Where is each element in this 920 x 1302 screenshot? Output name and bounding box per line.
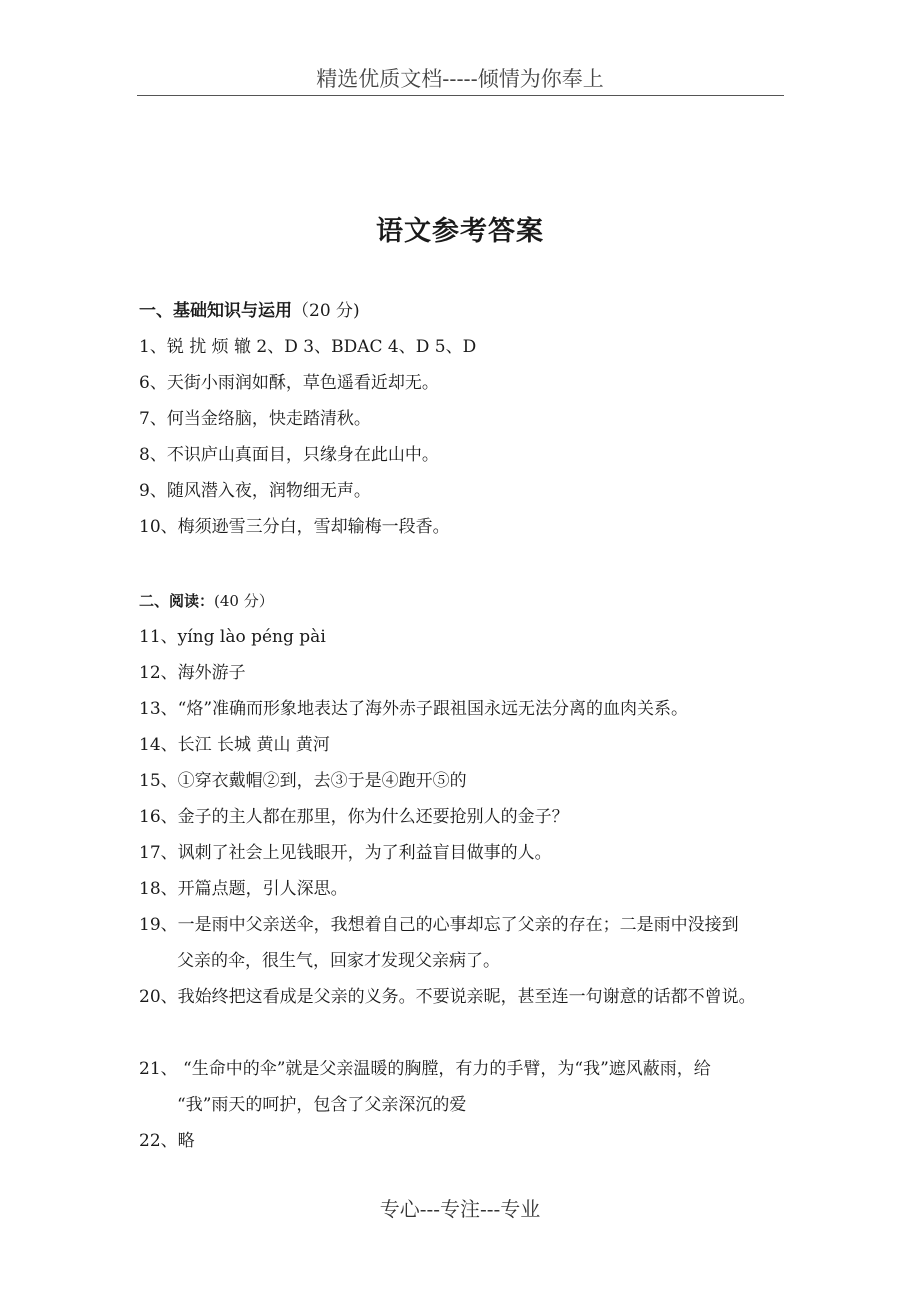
answer-line-8: 8、不识庐山真面目，只缘身在此山中。 bbox=[139, 445, 439, 465]
answer-line-9: 9、随风潜入夜，润物细无声。 bbox=[139, 481, 371, 501]
answer-line-1: 1、锐 扰 烦 辙 2、D 3、BDAC 4、D 5、D bbox=[139, 337, 477, 357]
answer-line-19-cont: 父亲的伞，很生气，回家才发现父亲病了。 bbox=[177, 951, 500, 971]
page-header: 精选优质文档-----倾情为你奉上 bbox=[316, 67, 604, 91]
answer-line-22: 22、略 bbox=[139, 1131, 195, 1151]
answer-line-21-cont: “我”雨天的呵护，包含了父亲深沉的爱 bbox=[177, 1095, 467, 1115]
answer-line-19: 19、一是雨中父亲送伞，我想着自己的心事却忘了父亲的存在；二是雨中没接到 bbox=[139, 915, 739, 935]
answer-line-11: 11、yíng lào péng pài bbox=[139, 627, 326, 647]
answer-line-18: 18、开篇点题，引人深思。 bbox=[139, 879, 348, 899]
section2-points: (40 分） bbox=[214, 592, 274, 610]
answer-line-12: 12、海外游子 bbox=[139, 663, 246, 683]
section1-points: （20 分) bbox=[292, 301, 360, 321]
section1-heading-text: 一、基础知识与运用 bbox=[139, 301, 292, 321]
answer-line-6: 6、天街小雨润如酥，草色遥看近却无。 bbox=[139, 373, 439, 393]
answer-line-10: 10、梅须逊雪三分白，雪却输梅一段香。 bbox=[139, 517, 450, 537]
answer-line-7: 7、何当金络脑，快走踏清秋。 bbox=[139, 409, 371, 429]
section1-heading bbox=[139, 298, 360, 324]
answer-line-17: 17、讽刺了社会上见钱眼开，为了利益盲目做事的人。 bbox=[139, 843, 552, 863]
answer-line-15: 15、①穿衣戴帽②到，去③于是④跑开⑤的 bbox=[139, 771, 467, 791]
page-footer: 专心---专注---专业 bbox=[379, 1197, 541, 1221]
answer-line-20: 20、我始终把这看成是父亲的义务。不要说亲昵，甚至连一句谢意的话都不曾说。 bbox=[139, 987, 756, 1007]
answer-line-21: 21、 “生命中的伞”就是父亲温暖的胸膛，有力的手臂，为“我”遮风蔽雨，给 bbox=[139, 1059, 711, 1079]
answer-line-13: 13、“烙”准确而形象地表达了海外赤子跟祖国永远无法分离的血肉关系。 bbox=[139, 699, 689, 719]
section2-heading bbox=[139, 588, 274, 614]
answer-line-14: 14、长江 长城 黄山 黄河 bbox=[139, 735, 330, 755]
document-title: 语文参考答案 bbox=[376, 216, 544, 247]
header-divider bbox=[137, 95, 784, 96]
section2-heading-text: 二、阅读： bbox=[139, 592, 215, 610]
answer-line-16: 16、金子的主人都在那里，你为什么还要抢别人的金子？ bbox=[139, 807, 569, 827]
